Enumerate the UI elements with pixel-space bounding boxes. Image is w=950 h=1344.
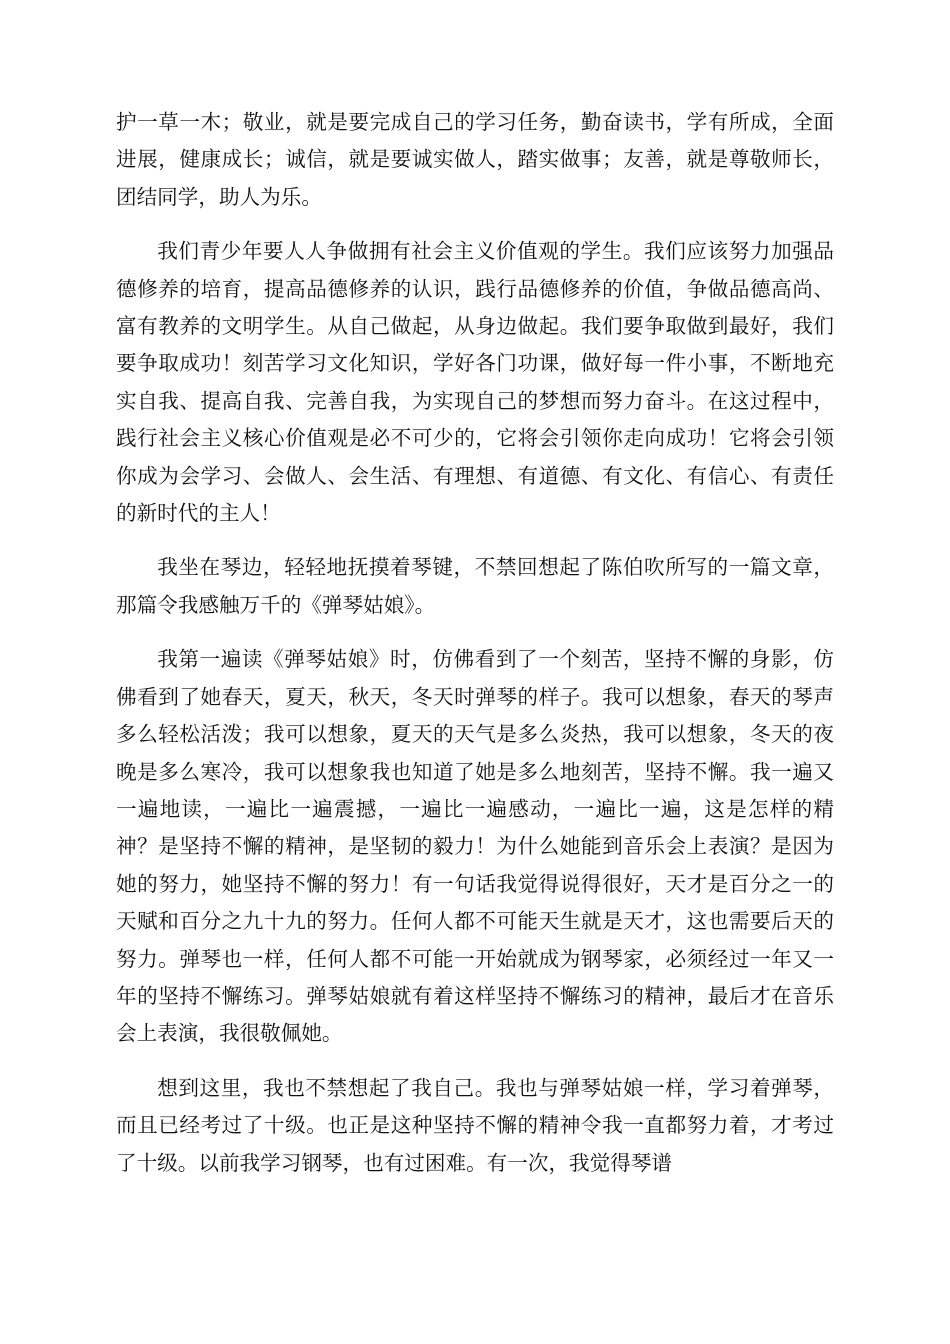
- document-page: [116, 104, 834, 1182]
- paragraph-4: 我第一遍读《弹琴姑娘》时，仿佛看到了一个刻苦，坚持不懈的身影，仿佛看到了她春天，夏天，秋天，冬天时弹琴的样子。我可以想象，春天的琴声多么轻松活泼；我可以想象，夏天的天气是多么炎热，我可以想象，冬天的夜晚是多么寒冷，我可以想象我也知道了她是多么地刻苦，坚持不懈。我一遍又一遍地读，一遍比一遍震撼，一遍比一遍感动，一遍比一遍，这是怎样的精神？是坚持不懈的精神，是坚韧的毅力！为什么她能到音乐会上表演？是因为她的努力，她坚持不懈的努力！有一句话我觉得说得很好，天才是百分之一的天赋和百分之九十九的努力。任何人都不可能天生就是天才，这也需要后天的努力。弹琴也一样，任何人都不可能一开始就成为钢琴家，必须经过一年又一年的坚持不懈练习。弹琴姑娘就有着这样坚持不懈练习的精神，最后才在音乐会上表演，我很敬佩她。: [116, 647, 834, 1046]
- paragraph-3: 我坐在琴边，轻轻地抚摸着琴键，不禁回想起了陈伯吹所写的一篇文章，那篇令我感触万千的《弹琴姑娘》。: [116, 555, 834, 617]
- paragraph-2: 我们青少年要人人争做拥有社会主义价值观的学生。我们应该努力加强品德修养的培育，提高品德修养的认识，践行品德修养的价值，争做品德高尚、富有教养的文明学生。从自己做起，从身边做起。我们要争取做到最好，我们要争取成功！刻苦学习文化知识，学好各门功课，做好每一件小事，不断地充实自我、提高自我、完善自我，为实现自己的梦想而努力奋斗。在这过程中，践行社会主义核心价值观是必不可少的，它将会引领你走向成功！它将会引领你成为会学习、会做人、会生活、有理想、有道德、有文化、有信心、有责任的新时代的主人！: [116, 239, 834, 526]
- paragraph-1: 护一草一木；敬业，就是要完成自己的学习任务，勤奋读书，学有所成，全面进展，健康成长；诚信，就是要诚实做人，踏实做事；友善，就是尊敬师长，团结同学，助人为乐。: [116, 110, 834, 209]
- paragraph-5: 想到这里，我也不禁想起了我自己。我也与弹琴姑娘一样，学习着弹琴，而且已经考过了十级。也正是这种坚持不懈的精神令我一直都努力着，才考过了十级。以前我学习钢琴，也有过困难。有一次，我觉得琴谱: [116, 1075, 834, 1175]
